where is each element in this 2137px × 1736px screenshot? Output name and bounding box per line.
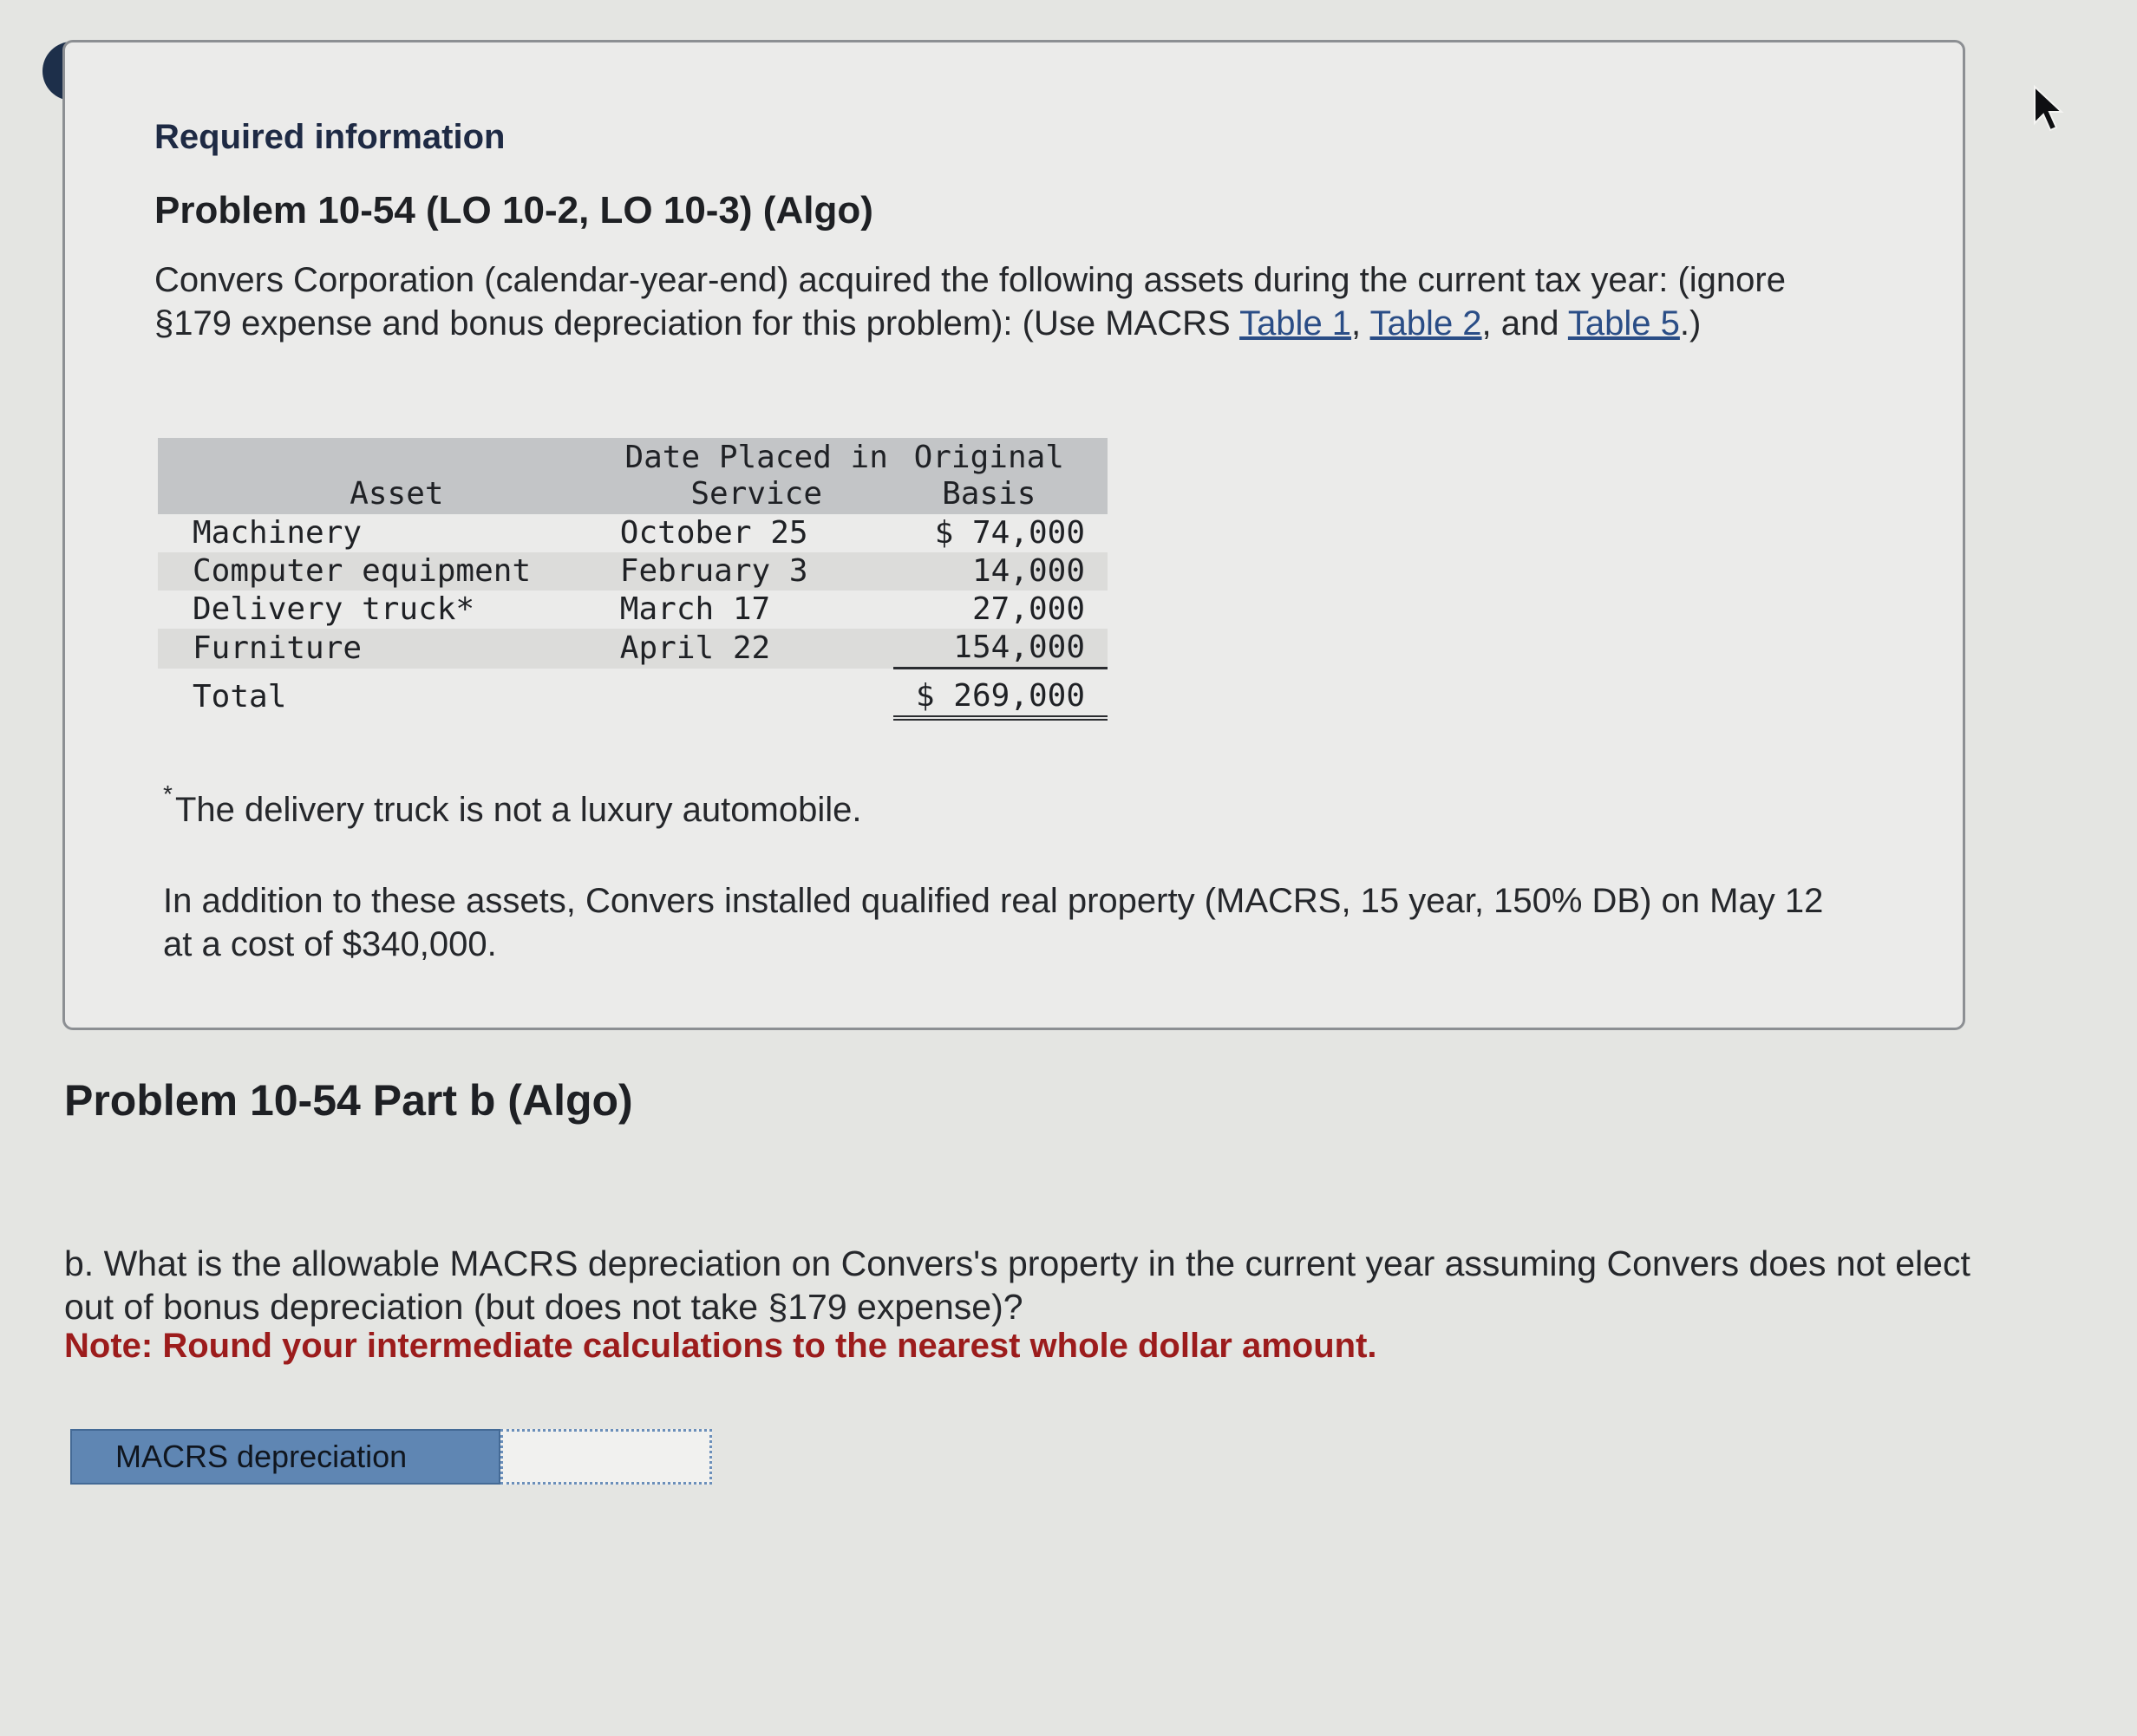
basis-cell: 27,000: [971, 591, 1085, 627]
problem-title: Problem 10-54 (LO 10-2, LO 10-3) (Algo): [154, 189, 873, 232]
intro-separator: , and: [1481, 304, 1568, 343]
table-2-link[interactable]: Table 2: [1369, 304, 1482, 343]
date-cell: February 3: [601, 552, 893, 591]
basis-cell: 14,000: [893, 552, 1108, 591]
rounding-note: Note: Round your intermediate calculations to the nearest whole dollar amount.: [64, 1327, 1377, 1365]
intro-text-end: .): [1679, 304, 1702, 343]
table-row: [158, 552, 1108, 591]
macrs-depreciation-input[interactable]: [500, 1429, 712, 1485]
basis-cell: 154,000: [893, 629, 1108, 669]
table-row: [158, 591, 1108, 629]
table-total-row: [158, 669, 1108, 719]
asset-cell: Delivery truck*: [193, 591, 475, 627]
asset-cell: Computer equipment: [158, 552, 601, 591]
table-1-link[interactable]: Table 1: [1239, 304, 1352, 343]
date-cell: October 25: [619, 515, 808, 551]
table-row: [158, 514, 1108, 552]
macrs-depreciation-label: MACRS depreciation: [70, 1429, 500, 1485]
total-label: Total: [193, 678, 287, 715]
column-header-asset: Asset: [158, 438, 601, 514]
additional-info: In addition to these assets, Convers installed qualified real property (MACRS, 15 year, 150% DB) on May 12 at a cost of $340,000.: [163, 882, 1824, 963]
date-header-line2: Service: [690, 476, 823, 512]
table-row: [158, 629, 1108, 669]
question-text: b. What is the allowable MACRS depreciation on Convers's property in the current year assuming Convers does not elect out of bonus depreciation (but does not take §179 expense)?: [64, 1243, 1970, 1327]
footnote: [163, 780, 862, 830]
basis-cell: $ 74,000: [934, 515, 1085, 551]
footnote-text: The delivery truck is not a luxury automobile.: [175, 791, 862, 829]
date-cell: March 17: [619, 591, 771, 627]
basis-header-line2: Basis: [942, 476, 1036, 512]
table-5-link[interactable]: Table 5: [1567, 304, 1680, 343]
intro-separator: ,: [1351, 304, 1370, 343]
basis-header-line1: Original: [913, 440, 1064, 475]
problem-intro: [154, 258, 1828, 345]
answer-row: [70, 1429, 712, 1485]
column-header-basis: [893, 438, 1108, 514]
date-cell: April 22: [601, 629, 893, 669]
mouse-pointer-icon: [2029, 83, 2068, 135]
assets-table: [158, 438, 1108, 721]
asset-cell: Furniture: [158, 629, 601, 669]
date-header-line1: Date Placed in: [624, 440, 888, 475]
intro-text: Convers Corporation (calendar-year-end) acquired the following assets during the current tax year: (ignore §179 expense and bonus depreciation for this problem): (Use MACRS: [154, 261, 1786, 343]
footnote-asterisk: *: [163, 780, 173, 807]
total-empty-cell: [601, 669, 893, 719]
table-header-row: [158, 438, 1108, 514]
asset-cell: Machinery: [193, 515, 363, 551]
required-information-heading: Required information: [154, 118, 506, 156]
part-title: Problem 10-54 Part b (Algo): [64, 1076, 633, 1125]
total-basis: $ 269,000: [893, 669, 1108, 719]
column-header-date: [601, 438, 893, 514]
